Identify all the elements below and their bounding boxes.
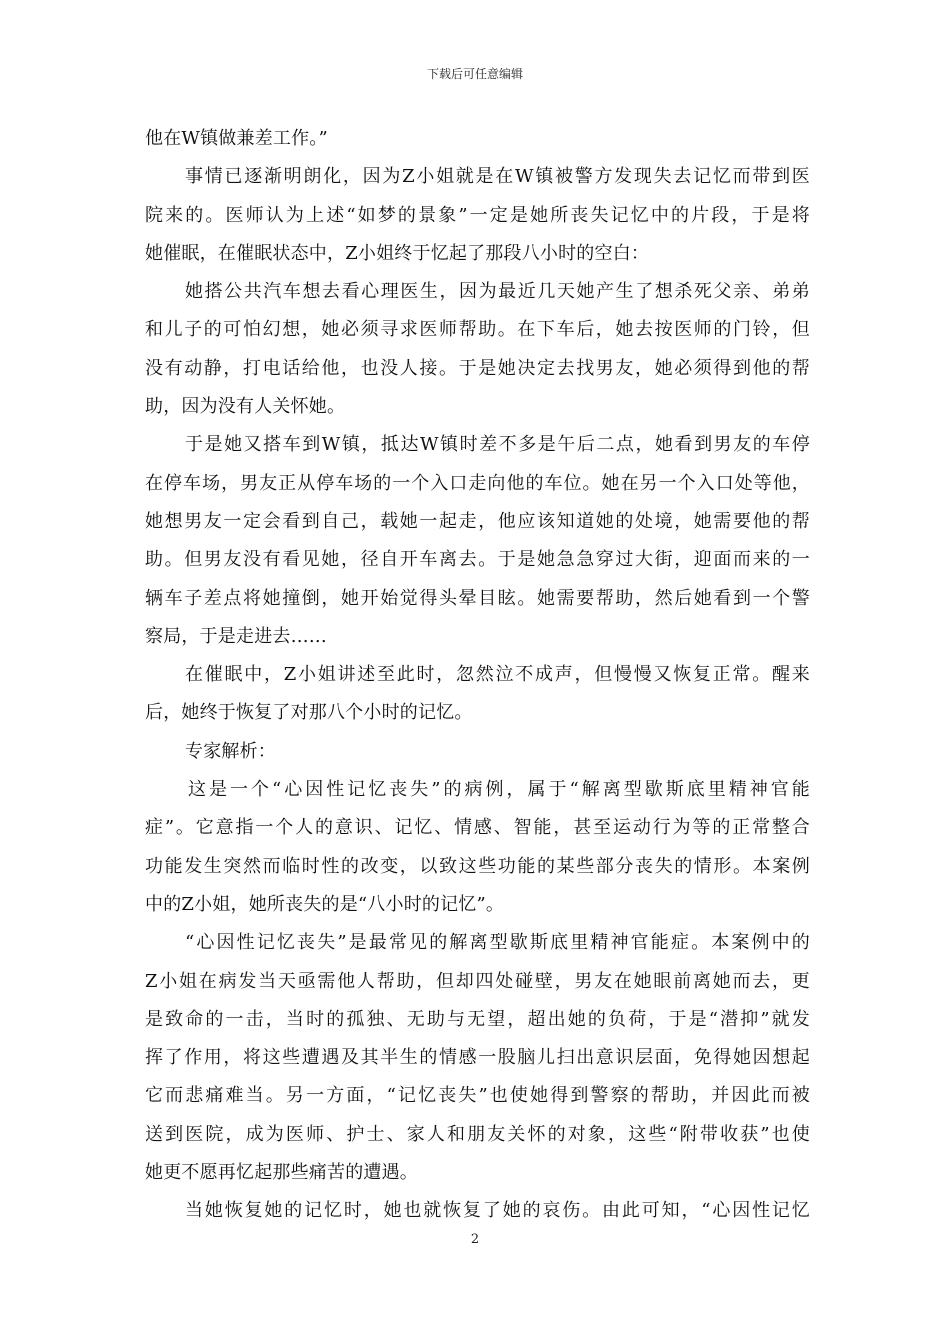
text-line: Z小姐在病发当天亟需他人帮助，但却四处碰壁，男友在她眼前离她而去，更	[145, 970, 810, 992]
text-line: “心因性记忆丧失”是最常见的解离型歇斯底里精神官能症。本案例中的	[185, 932, 810, 954]
text-line: 挥了作用，将这些遭遇及其半生的情感一股脑儿扫出意识层面，免得她因想起	[145, 1047, 810, 1069]
text-line: 功能发生突然而临时性的改变，以致这些功能的某些部分丧失的情形。本案例	[145, 855, 810, 877]
section-heading: 专家解析：	[185, 740, 276, 762]
text-line: 察局，于是走进去……	[145, 625, 327, 647]
text-line: 辆车子差点将她撞倒，她开始觉得头晕目眩。她需要帮助，然后她看到一个警	[145, 587, 810, 609]
text-line: 她更不愿再忆起那些痛苦的遭遇。	[145, 1162, 418, 1184]
text-line: 在停车场，男友正从停车场的一个入口走向他的车位。她在另一个入口处等他，	[145, 472, 810, 494]
document-body	[145, 120, 810, 1231]
page-header: 下载后可任意编辑	[426, 67, 523, 81]
text-line: 助。但男友没有看见她，径自开车离去。于是她急急穿过大街，迎面而来的一	[145, 549, 810, 571]
text-line: 在催眠中，Z小姐讲述至此时，忽然泣不成声，但慢慢又恢复正常。醒来	[185, 664, 810, 686]
text-line: 和儿子的可怕幻想，她必须寻求医师帮助。在下车后，她去按医师的门铃，但	[145, 319, 810, 341]
text-line: 它而悲痛难当。另一方面，“记忆丧失”也使她得到警察的帮助，并因此而被	[145, 1085, 810, 1107]
text-line: 送到医院，成为医师、护士、家人和朋友关怀的对象，这些“附带收获”也使	[145, 1123, 810, 1145]
text-line: 是致命的一击，当时的孤独、无助与无望，超出她的负荷，于是“潜抑”就发	[145, 1008, 810, 1030]
text-line: 助，因为没有人关怀她。	[145, 396, 346, 418]
text-line: 后，她终于恢复了对那八个小时的记忆。	[145, 702, 473, 724]
text-line: 当她恢复她的记忆时，她也就恢复了她的哀伤。由此可知，“心因性记忆	[185, 1200, 810, 1222]
page-number: 2	[470, 1232, 480, 1247]
text-line: 中的Z小姐，她所丧失的是“八小时的记忆”。	[145, 893, 505, 915]
text-line: 这是一个“心因性记忆丧失”的病例，属于“解离型歇斯底里精神官能	[188, 779, 810, 801]
text-line: 症”。它意指一个人的意识、记忆、情感、智能，甚至运动行为等的正常整合	[145, 817, 810, 839]
text-line: 事情已逐渐明朗化，因为Z小姐就是在W镇被警方发现失去记忆而带到医	[185, 166, 810, 188]
text-line: 于是她又搭车到W镇，抵达W镇时差不多是午后二点，她看到男友的车停	[185, 434, 810, 456]
text-line: 没有动静，打电话给他，也没人接。于是她决定去找男友，她必须得到他的帮	[145, 357, 810, 379]
text-line: 她催眠，在催眠状态中，Z小姐终于忆起了那段八小时的空白：	[145, 242, 650, 264]
text-line: 她搭公共汽车想去看心理医生，因为最近几天她产生了想杀死父亲、弟弟	[185, 281, 810, 303]
text-line: 院来的。医师认为上述“如梦的景象”一定是她所丧失记忆中的片段，于是将	[145, 204, 810, 226]
text-line: 她想男友一定会看到自己，载她一起走，他应该知道她的处境，她需要他的帮	[145, 510, 810, 532]
text-line: 他在W镇做兼差工作。”	[145, 128, 328, 149]
